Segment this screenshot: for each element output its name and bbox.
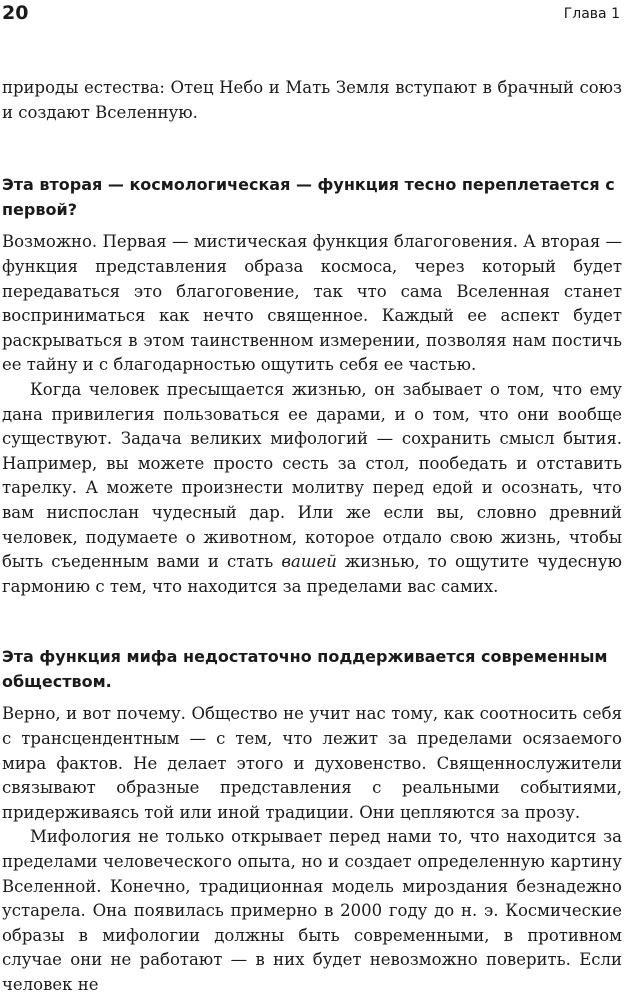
paragraph <box>2 378 622 599</box>
paragraph: Возможно. Первая — мистическая функция благоговения. А вторая — функция представления образа космоса, через который будет передаваться это благоговение, так что сама Вселенная станет восприниматься как нечто священное. Каждый ее аспект будет раскрываться в этом таинственном измерении, позволяя нам постичь ее тайну и с благодарностью ощутить себя ее частью. <box>2 232 622 375</box>
chapter-title: Глава 1 <box>563 6 620 22</box>
page-body <box>2 76 622 998</box>
question-heading: Эта функция мифа недостаточно поддерживается современным обществом. <box>2 647 608 691</box>
emphasis-text: вашей <box>281 552 337 572</box>
paragraph-text: жизнью, то ощутите чудесную гармонию с тем, что находится за пределами вас самих. <box>2 552 622 596</box>
paragraph: Мифология не только открывает перед нами то, что находится за пределами человеческого опыта, но и создает определенную картину Вселенной. Конечно, традиционная модель мироздания безнадежно устарела. Она появилась примерно в 2000 году до н. э. Космические образы в мифологии должны быть современными, в противном случае они не работают — в них будет невозможно поверить. Если человек не <box>2 827 622 994</box>
question-heading: Эта вторая — космологическая — функция тесно переплетается с первой? <box>2 175 615 219</box>
paragraph-text: Когда человек пресыщается жизнью, он забывает о том, что ему дана привилегия пользоваться ее дарами, и о том, что они вообще существуют. Задача великих мифологий — сохранить смысл бытия. Например, вы можете просто сесть за стол, пообедать и отставить тарелку. А можете произнести молитву перед едой и осознать, что вам ниспослан чудесный дар. Или же если вы, словно древний человек, подумаете о животном, которое отдало свою жизнь, чтобы быть съеденным вами и стать <box>2 379 622 572</box>
paragraph: Верно, и вот почему. Общество не учит нас тому, как соотносить себя с трансцендентным — с тем, что лежит за пределами осязаемого мира фактов. Не делает этого и духовенство. Священнослужители связывают образные представления с реальными событиями, придерживаясь той или иной традиции. Они цепляются за прозу. <box>2 704 622 822</box>
page-number: 20 <box>2 2 29 24</box>
running-header <box>0 0 624 30</box>
paragraph: природы естества: Отец Небо и Мать Земля вступают в брачный союз и создают Вселенную. <box>2 78 622 122</box>
